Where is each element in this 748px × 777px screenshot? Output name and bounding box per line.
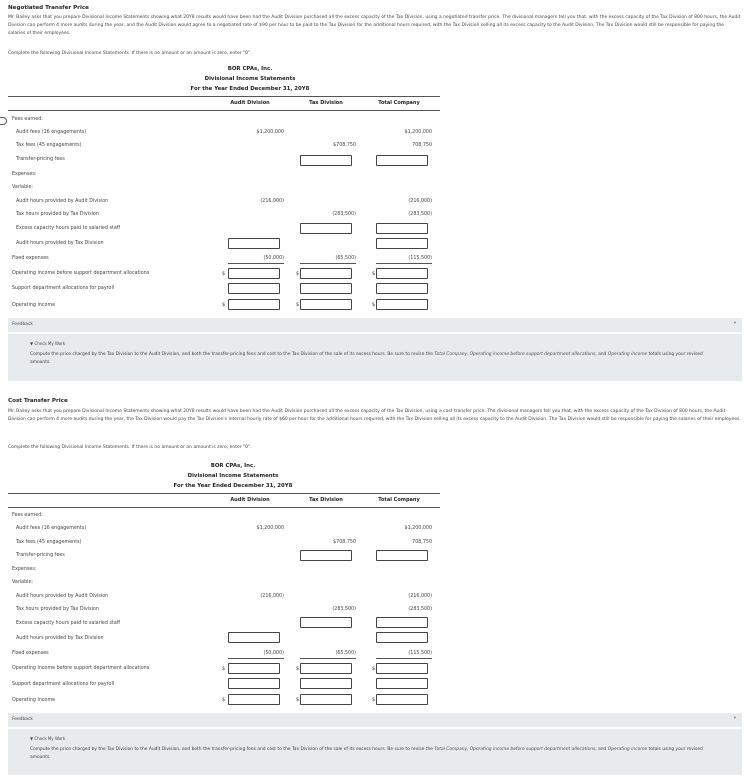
value-cell: (65,500) <box>335 651 356 656</box>
audit-hours-tax-total-input[interactable] <box>376 238 428 249</box>
row-label: Fixed expenses <box>12 651 49 656</box>
divider <box>228 658 284 659</box>
value-cell: 708,750 <box>412 540 432 545</box>
op-income-total-input[interactable] <box>376 299 428 310</box>
col-tax: Tax Division <box>309 497 343 503</box>
row-label: Variable: <box>12 580 34 585</box>
dollar-sign: $ <box>222 271 226 277</box>
divider <box>8 110 440 111</box>
value-cell: (50,000) <box>263 651 284 656</box>
company-name: BOR CPAs, Inc. <box>227 66 273 72</box>
check-my-work-toggle[interactable]: ▼ Check My Work <box>30 736 66 741</box>
col-total: Total Company <box>378 497 420 503</box>
value-cell: (283,500) <box>332 212 356 217</box>
row-label: Audit hours provided by Tax Division <box>16 636 104 641</box>
statement-period: For the Year Ended December 31, 20Y8 <box>173 483 293 489</box>
row-label: Audit hours provided by Audit Division <box>16 594 109 599</box>
check-my-work-toggle[interactable]: ▼ Check My Work <box>30 341 66 346</box>
feedback-text: Compute the price charged by the Tax Division to the Audit Division, and both the transfer-pricing fees and cost to the Tax Division of the sale of its excess hours. Be sure to revise the Total Company, Operating income before support department allocations, and Operating income totals using your revised amounts. <box>30 747 703 760</box>
instruction-text: Complete the following Divisional Income Statements. If there is no amount or an amount is zero, enter "0". <box>8 445 252 450</box>
audit-hours-tax-audit-input[interactable] <box>228 238 280 249</box>
statement-title: Divisional Income Statements <box>187 473 279 479</box>
divider <box>228 263 284 264</box>
op-before-audit-input[interactable] <box>228 268 280 279</box>
section-heading: Negotiated Transfer Price <box>8 5 89 11</box>
dollar-sign: $ <box>372 666 376 672</box>
dollar-sign: $ <box>372 302 376 308</box>
value-cell: (216,000) <box>408 594 432 599</box>
transfer-fees-total-input[interactable] <box>376 155 428 166</box>
value-cell: $1,200,000 <box>256 526 284 531</box>
value-cell: (216,000) <box>260 594 284 599</box>
op-before-audit-input[interactable] <box>228 663 280 674</box>
value-cell: (50,000) <box>263 256 284 261</box>
value-cell: (216,000) <box>408 199 432 204</box>
dollar-sign: $ <box>296 271 300 277</box>
feedback-bar[interactable] <box>8 318 742 332</box>
op-income-audit-input[interactable] <box>228 299 280 310</box>
row-label: Tax hours provided by Tax Division <box>16 607 99 612</box>
feedback-text: Compute the price charged by the Tax Division to the Audit Division, and both the transfer-pricing fees and cost to the Tax Division of the sale of its excess hours. Be sure to revise the Total Company, Operating income before support department allocations, and Operating income totals using your revised amounts. <box>30 352 703 365</box>
op-before-tax-input[interactable] <box>300 268 352 279</box>
feedback-label: Feedback <box>12 322 33 327</box>
section-paragraph: Mr. Bailey asks that you prepare Divisional Income Statements showing what 20Y8 results would have been had the Audit Division purchased all the excess capacity of the Tax Division, using a cost transfer price. The divisional managers tell you that, with the excess capacity of the Tax Division of 800 hours, the Audit Division can perform 4 more audits during the year, the Tax Division would pay the Tax Division's internal hourly rate of $60 per hour for the additional hours required, with the Tax Division selling all its excess capacity to the Audit Division. The Tax Division would still be responsible for paying the salaries of their employees. <box>8 409 741 423</box>
row-label: Audit hours provided by Audit Division <box>16 199 109 204</box>
excess-capacity-total-input[interactable] <box>376 617 428 628</box>
excess-capacity-tax-input[interactable] <box>300 617 352 628</box>
divider <box>8 507 440 508</box>
dollar-sign: $ <box>296 666 300 672</box>
audit-hours-tax-total-input[interactable] <box>376 632 428 643</box>
transfer-fees-total-input[interactable] <box>376 550 428 561</box>
op-before-tax-input[interactable] <box>300 663 352 674</box>
instruction-text: Complete the following Divisional Income Statements. If there is no amount or an amount is zero, enter "0". <box>8 51 252 56</box>
col-audit: Audit Division <box>230 497 270 503</box>
divider <box>300 263 356 264</box>
row-label: Expenses: <box>12 567 37 572</box>
row-label: Audit hours provided by Tax Division <box>16 241 104 246</box>
row-label: Excess capacity hours paid to salaried staff <box>16 226 121 231</box>
row-label: Transfer-pricing fees <box>16 157 65 162</box>
feedback-label: Feedback <box>12 717 33 722</box>
support-alloc-total-input[interactable] <box>376 678 428 689</box>
row-label: Audit fees (16 engagements) <box>16 130 87 135</box>
op-income-audit-input[interactable] <box>228 694 280 705</box>
value-cell: $708,750 <box>333 143 356 148</box>
value-cell: (115,500) <box>408 256 432 261</box>
transfer-fees-tax-input[interactable] <box>300 155 352 166</box>
audit-hours-tax-audit-input[interactable] <box>228 632 280 643</box>
row-label: Transfer-pricing fees <box>16 553 65 558</box>
section-heading: Cost Transfer Price <box>8 398 68 404</box>
row-label: Variable: <box>12 185 34 190</box>
value-cell: 708,750 <box>412 143 432 148</box>
row-label: Tax fees (45 engagements) <box>16 143 82 148</box>
divider <box>8 493 440 494</box>
dollar-sign: $ <box>222 666 226 672</box>
op-income-tax-input[interactable] <box>300 299 352 310</box>
chevron-down-icon[interactable]: ▾ <box>733 716 736 721</box>
value-cell: (283,500) <box>408 212 432 217</box>
dollar-sign: $ <box>222 302 226 308</box>
transfer-fees-tax-input[interactable] <box>300 550 352 561</box>
row-label: Operating income <box>12 303 56 308</box>
feedback-panel <box>8 334 742 381</box>
divider <box>8 96 440 97</box>
support-alloc-audit-input[interactable] <box>228 283 280 294</box>
value-cell: $708,750 <box>333 540 356 545</box>
divider <box>376 263 432 264</box>
col-tax: Tax Division <box>309 100 343 106</box>
dollar-sign: $ <box>296 697 300 703</box>
col-audit: Audit Division <box>230 100 270 106</box>
row-label: Audit fees (16 engagements) <box>16 526 87 531</box>
op-before-total-input[interactable] <box>376 663 428 674</box>
dollar-sign: $ <box>222 697 226 703</box>
left-tab-marker <box>0 117 7 125</box>
support-alloc-audit-input[interactable] <box>228 678 280 689</box>
value-cell: $1,200,000 <box>256 130 284 135</box>
row-label: Operating income before support department allocations <box>12 666 150 671</box>
op-before-total-input[interactable] <box>376 268 428 279</box>
col-total: Total Company <box>378 100 420 106</box>
row-label: Excess capacity hours paid to salaried staff <box>16 621 121 626</box>
feedback-bar[interactable] <box>8 713 742 727</box>
support-alloc-tax-input[interactable] <box>300 283 352 294</box>
statement-period: For the Year Ended December 31, 20Y8 <box>190 86 310 92</box>
value-cell: (283,500) <box>408 607 432 612</box>
excess-capacity-total-input[interactable] <box>376 223 428 234</box>
excess-capacity-tax-input[interactable] <box>300 223 352 234</box>
row-label: Operating income before support department allocations <box>12 271 150 276</box>
value-cell: $1,200,000 <box>404 130 432 135</box>
value-cell: (216,000) <box>260 199 284 204</box>
row-label: Expenses: <box>12 172 37 177</box>
op-income-total-input[interactable] <box>376 694 428 705</box>
dollar-sign: $ <box>296 302 300 308</box>
value-cell: (65,500) <box>335 256 356 261</box>
op-income-tax-input[interactable] <box>300 694 352 705</box>
row-label: Tax fees (45 engagements) <box>16 540 82 545</box>
support-alloc-total-input[interactable] <box>376 283 428 294</box>
chevron-down-icon[interactable]: ▾ <box>733 321 736 326</box>
row-label: Support department allocations for payroll <box>12 286 115 291</box>
row-label: Tax hours provided by Tax Division <box>16 212 99 217</box>
divider <box>300 658 356 659</box>
divider <box>376 658 432 659</box>
dollar-sign: $ <box>372 697 376 703</box>
dollar-sign: $ <box>372 271 376 277</box>
row-label: Operating income <box>12 698 56 703</box>
row-label: Fees earned: <box>12 513 43 518</box>
feedback-panel <box>8 729 742 775</box>
row-label: Support department allocations for payroll <box>12 682 115 687</box>
company-name: BOR CPAs, Inc. <box>210 463 256 469</box>
statement-title: Divisional Income Statements <box>204 76 296 82</box>
value-cell: $1,200,000 <box>404 526 432 531</box>
value-cell: (115,500) <box>408 651 432 656</box>
row-label: Fees earned: <box>12 117 43 122</box>
section-paragraph: Mr. Bailey asks that you prepare Divisional Income Statements showing what 20Y8 results would have been had the Audit Division purchased all the excess capacity of the Tax Division, using a negotiated transfer price. The divisional managers tell you that, with the excess capacity of the Tax Division of 800 hours, the Audit Division can perform 4 more audits during the year, and the Audit Division would agree to a negotiated rate of $90 per hour to be paid to the Tax Division for the additional hours required, with the Tax Division selling all its excess capacity to the Audit Division. The Tax Division would still be responsible for paying the salaries of their employees. <box>8 15 741 37</box>
support-alloc-tax-input[interactable] <box>300 678 352 689</box>
value-cell: (283,500) <box>332 607 356 612</box>
row-label: Fixed expenses <box>12 256 49 261</box>
